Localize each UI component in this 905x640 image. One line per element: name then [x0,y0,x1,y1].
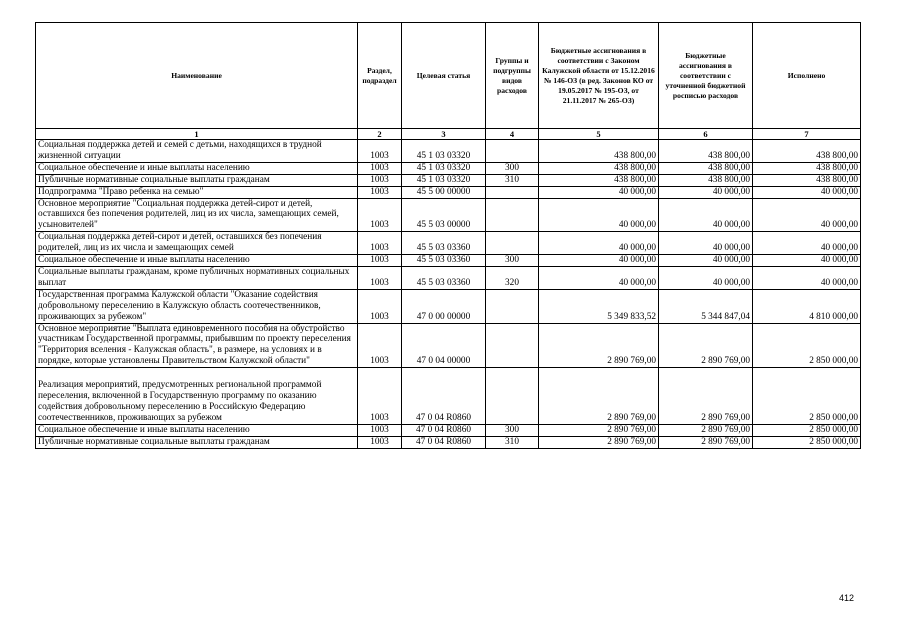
row-target: 47 0 04 R0860 [402,368,486,425]
row-roster-allocation: 438 800,00 [659,174,753,186]
row-group [486,198,539,232]
row-section: 1003 [358,198,402,232]
row-section: 1003 [358,424,402,436]
row-roster-allocation: 40 000,00 [659,266,753,289]
table-row [36,323,861,368]
row-law-allocation: 5 349 833,52 [539,289,659,323]
row-law-allocation: 40 000,00 [539,266,659,289]
row-executed: 438 800,00 [753,140,861,163]
row-target: 45 1 03 03320 [402,140,486,163]
row-executed: 40 000,00 [753,186,861,198]
table-row [36,174,861,186]
header-section: Раздел, подраздел [358,23,402,129]
table-row [36,198,861,232]
row-name: Публичные нормативные социальные выплаты гражданам [36,174,358,186]
table-row [36,255,861,267]
row-target: 47 0 00 00000 [402,289,486,323]
row-law-allocation: 2 890 769,00 [539,323,659,368]
row-name: Государственная программа Калужской области "Оказание содействия добровольному переселению в Калужскую область соотечественников, проживающих за рубежом" [36,289,358,323]
row-name: Социальные выплаты гражданам, кроме публичных нормативных социальных выплат [36,266,358,289]
row-name: Основное мероприятие "Социальная поддержка детей-сирот и детей, оставшихся без попечения родителей, лиц из их числа, замещающих семей, усыновителей" [36,198,358,232]
column-number: 5 [539,129,659,140]
column-number: 6 [659,129,753,140]
row-name: Социальная поддержка детей и семей с детьми, находящихся в трудной жизненной ситуации [36,140,358,163]
row-roster-allocation: 40 000,00 [659,198,753,232]
row-roster-allocation: 40 000,00 [659,186,753,198]
table-row [36,232,861,255]
row-name: Социальное обеспечение и иные выплаты населению [36,162,358,174]
column-number: 7 [753,129,861,140]
row-section: 1003 [358,266,402,289]
row-section: 1003 [358,368,402,425]
row-group: 320 [486,266,539,289]
row-section: 1003 [358,186,402,198]
row-executed: 40 000,00 [753,198,861,232]
table-row [36,368,861,425]
row-roster-allocation: 2 890 769,00 [659,323,753,368]
row-group: 300 [486,255,539,267]
row-target: 45 1 03 03320 [402,174,486,186]
row-executed: 2 850 000,00 [753,424,861,436]
row-executed: 2 850 000,00 [753,323,861,368]
header-executed: Исполнено [753,23,861,129]
row-executed: 40 000,00 [753,266,861,289]
header-group: Группы и подгруппы видов расходов [486,23,539,129]
row-name: Социальная поддержка детей-сирот и детей, оставшихся без попечения родителей, лиц из их числа и замещающих семей [36,232,358,255]
table-row [36,289,861,323]
row-roster-allocation: 5 344 847,04 [659,289,753,323]
row-section: 1003 [358,162,402,174]
header-row [36,23,861,129]
column-number: 4 [486,129,539,140]
row-roster-allocation: 40 000,00 [659,232,753,255]
row-name: Реализация мероприятий, предусмотренных региональной программой переселения, включенной в Государственную программу по оказанию содействия добровольному переселению в Российскую Федерацию соотечественников, проживающих за рубежом [36,368,358,425]
row-section: 1003 [358,289,402,323]
row-law-allocation: 438 800,00 [539,162,659,174]
row-roster-allocation: 2 890 769,00 [659,436,753,448]
row-law-allocation: 40 000,00 [539,255,659,267]
row-roster-allocation: 2 890 769,00 [659,424,753,436]
row-target: 47 0 04 R0860 [402,436,486,448]
row-target: 47 0 04 00000 [402,323,486,368]
row-group [486,186,539,198]
row-target: 45 5 00 00000 [402,186,486,198]
table-row [36,140,861,163]
header-target: Целевая статья [402,23,486,129]
row-group [486,232,539,255]
row-law-allocation: 2 890 769,00 [539,424,659,436]
column-number: 2 [358,129,402,140]
row-group: 310 [486,436,539,448]
row-law-allocation: 40 000,00 [539,232,659,255]
column-number: 1 [36,129,358,140]
row-law-allocation: 40 000,00 [539,198,659,232]
row-section: 1003 [358,140,402,163]
row-law-allocation: 438 800,00 [539,140,659,163]
row-roster-allocation: 438 800,00 [659,140,753,163]
table-row [36,162,861,174]
row-name: Социальное обеспечение и иные выплаты населению [36,424,358,436]
row-group [486,368,539,425]
header-law-allocation: Бюджетные ассигнования в соответствии с Законом Калужской области от 15.12.2016 № 146-ОЗ (в ред. Законов КО от 19.05.2017 № 195-ОЗ, от 21.11.2017 № 265-ОЗ) [539,23,659,129]
row-target: 45 1 03 03320 [402,162,486,174]
row-executed: 2 850 000,00 [753,368,861,425]
row-name: Публичные нормативные социальные выплаты гражданам [36,436,358,448]
row-target: 45 5 03 03360 [402,255,486,267]
row-group [486,140,539,163]
budget-table [35,22,861,449]
row-target: 47 0 04 R0860 [402,424,486,436]
row-executed: 40 000,00 [753,255,861,267]
row-executed: 2 850 000,00 [753,436,861,448]
row-target: 45 5 03 03360 [402,266,486,289]
header-name: Наименование [36,23,358,129]
row-name: Социальное обеспечение и иные выплаты населению [36,255,358,267]
row-group: 300 [486,162,539,174]
row-roster-allocation: 2 890 769,00 [659,368,753,425]
row-executed: 438 800,00 [753,174,861,186]
row-section: 1003 [358,255,402,267]
row-law-allocation: 2 890 769,00 [539,436,659,448]
header-roster-allocation: Бюджетные ассигнования в соответствии с уточненной бюджетной росписью расходов [659,23,753,129]
row-executed: 438 800,00 [753,162,861,174]
row-section: 1003 [358,436,402,448]
row-executed: 40 000,00 [753,232,861,255]
row-executed: 4 810 000,00 [753,289,861,323]
row-section: 1003 [358,174,402,186]
row-roster-allocation: 40 000,00 [659,255,753,267]
table-row [36,424,861,436]
table-row [36,436,861,448]
row-section: 1003 [358,323,402,368]
row-group: 310 [486,174,539,186]
row-group [486,323,539,368]
table-row [36,266,861,289]
column-number: 3 [402,129,486,140]
row-section: 1003 [358,232,402,255]
row-name: Подпрограмма "Право ребенка на семью" [36,186,358,198]
row-law-allocation: 2 890 769,00 [539,368,659,425]
row-group [486,289,539,323]
column-number-row [36,129,861,140]
table-row [36,186,861,198]
row-name: Основное мероприятие "Выплата единовременного пособия на обустройство участникам Государственной программы, прибывшим по проекту переселения "Территория вселения - Калужская область", в размере, на условиях и в порядке, которые установлены Правительством Калужской области" [36,323,358,368]
row-target: 45 5 03 00000 [402,198,486,232]
row-target: 45 5 03 03360 [402,232,486,255]
row-law-allocation: 40 000,00 [539,186,659,198]
page-number: 412 [839,593,855,603]
row-roster-allocation: 438 800,00 [659,162,753,174]
row-law-allocation: 438 800,00 [539,174,659,186]
row-group: 300 [486,424,539,436]
